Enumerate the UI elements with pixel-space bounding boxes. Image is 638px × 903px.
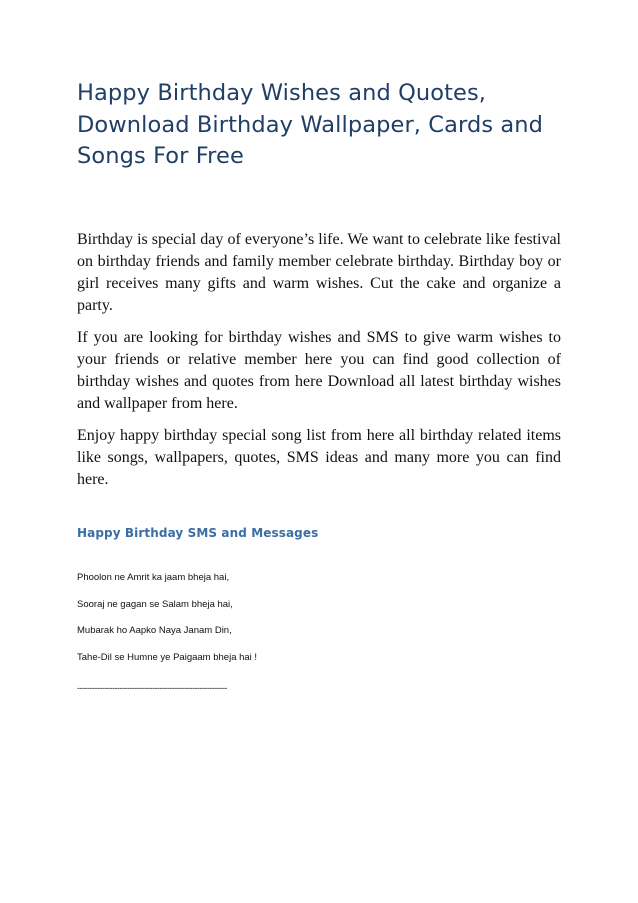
sms-line-1: Phoolon ne Amrit ka jaam bheja hai, [77, 572, 230, 583]
paragraph-2: If you are looking for birthday wishes and SMS to give warm wishes to your friends or relative member here you can find good collection of birthday wishes and quotes from here Download all latest birthday wishes and wallpaper from here. [77, 329, 561, 412]
intro-section [77, 229, 561, 501]
document-title: Happy Birthday Wishes and Quotes, Download Birthday Wallpaper, Cards and Songs For Free [77, 80, 544, 169]
dashed-divider: ------------------------------------------------------------ [77, 683, 227, 693]
section-heading: Happy Birthday SMS and Messages [77, 526, 319, 540]
paragraph-3: Enjoy happy birthday special song list from here all birthday related items like songs, wallpapers, quotes, SMS ideas and many more you can find here. [77, 427, 561, 488]
sms-line-4: Tahe-Dil se Humne ye Paigaam bheja hai ! [77, 651, 258, 663]
paragraph-1: Birthday is special day of everyone’s life. We want to celebrate like festival on birthday friends and family member celebrate birthday. Birthday boy or girl receives many gifts and warm wishes. Cut the cake and organize a party. [77, 231, 561, 314]
sms-line-2: Sooraj ne gagan se Salam bheja hai, [77, 598, 233, 610]
sms-message-block [77, 571, 257, 677]
sms-line-3: Mubarak ho Aapko Naya Janam Din, [77, 625, 232, 636]
